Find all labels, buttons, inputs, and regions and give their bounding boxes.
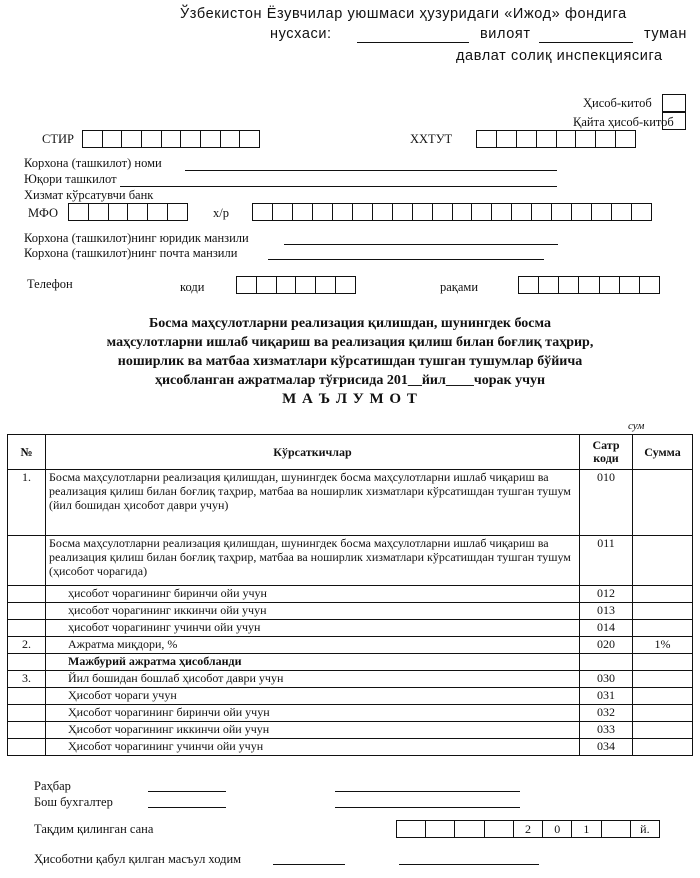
indicators-table (7, 434, 693, 756)
row-sum[interactable] (633, 470, 693, 536)
row-code (580, 654, 633, 671)
phone-code-label: коди (180, 280, 205, 294)
row-sum[interactable] (633, 620, 693, 637)
postal-address-line[interactable] (268, 259, 544, 260)
row-text: ҳисобот чорагининг иккинчи ойи учун (46, 603, 580, 620)
header-code: Сатр коди (580, 435, 633, 470)
xxtut-label: ХХТУТ (410, 132, 453, 146)
row-no (8, 688, 46, 705)
submitted-date-label: Тақдим қилинган сана (34, 822, 154, 836)
phone-code-cells[interactable] (236, 276, 356, 294)
table-row (8, 603, 693, 620)
legal-address-label: Корхона (ташкилот)нинг юридик манзили (24, 231, 249, 245)
header-tax-inspection: давлат солиқ инспекциясига (456, 48, 663, 64)
row-no (8, 586, 46, 603)
row-text: Ҳисобот чорагининг учинчи ойи учун (46, 739, 580, 756)
row-sum[interactable] (633, 705, 693, 722)
row-code: 034 (580, 739, 633, 756)
mfo-label: МФО (28, 206, 59, 220)
row-sum[interactable] (633, 603, 693, 620)
stir-cells[interactable] (82, 130, 260, 148)
row-code: 013 (580, 603, 633, 620)
row-text: Йил бошидан бошлаб ҳисобот даври учун (46, 671, 580, 688)
table-row (8, 586, 693, 603)
stir-label: СТИР (42, 132, 74, 146)
parent-org-label: Юқори ташкилот (24, 172, 117, 186)
org-name-line[interactable] (185, 170, 557, 171)
account-cells[interactable] (252, 203, 652, 221)
accountant-name-line[interactable] (335, 807, 520, 808)
chief-accountant-label: Бош бухгалтер (34, 795, 113, 809)
row-code: 030 (580, 671, 633, 688)
row-sum[interactable]: 1% (633, 637, 693, 654)
row-no: 2. (8, 637, 46, 654)
table-row (8, 637, 693, 654)
bank-label: Хизмат кўрсатувчи банк (24, 188, 154, 202)
row-code: 032 (580, 705, 633, 722)
row-sum[interactable] (633, 586, 693, 603)
row-text: Ажратма миқдори, % (46, 637, 580, 654)
row-text: Мажбурий ажратма ҳисобланди (46, 654, 580, 671)
row-code: 031 (580, 688, 633, 705)
row-text: ҳисобот чорагининг учинчи ойи учун (46, 620, 580, 637)
row-no: 1. (8, 470, 46, 536)
row-sum[interactable] (633, 739, 693, 756)
header-no: № (8, 435, 46, 470)
mfo-cells[interactable] (68, 203, 188, 221)
accounting-checkbox[interactable] (662, 94, 686, 112)
row-text: Ҳисобот чораги учун (46, 688, 580, 705)
table-row (8, 620, 693, 637)
accountant-signature-line[interactable] (148, 807, 226, 808)
postal-address-label: Корхона (ташкилот)нинг почта манзили (24, 246, 238, 260)
table-row (8, 654, 693, 671)
row-code: 020 (580, 637, 633, 654)
receiver-signature-line[interactable] (273, 864, 345, 865)
title-line-4: ҳисобланган ажратмалар тўғрисида 201__йил____чорак учун (154, 373, 546, 388)
row-sum[interactable] (633, 536, 693, 586)
row-text: ҳисобот чорагининг биринчи ойи учун (46, 586, 580, 603)
row-text: Босма маҳсулотларни реализация қилишдан, шунингдек босма маҳсулотларни ишлаб чиқариш ва реализация қилиш билан боғлиқ таҳрир, матбаа ва ноширлик хизматлари кўрсатишдан тушган тушум (йил бошидан ҳисобот даври учун) (46, 470, 580, 536)
date-cells[interactable]: 2 0 1 й. (396, 820, 660, 838)
head-label: Раҳбар (34, 779, 71, 793)
phone-label: Телефон (27, 277, 73, 291)
table-row (8, 536, 693, 586)
receiver-label: Ҳисоботни қабул қилган масъул ходим (34, 852, 242, 866)
receiver-name-line[interactable] (399, 864, 539, 865)
row-sum[interactable] (633, 671, 693, 688)
phone-number-label: рақами (440, 280, 479, 294)
row-code: 010 (580, 470, 633, 536)
phone-number-cells[interactable] (518, 276, 660, 294)
row-sum[interactable] (633, 688, 693, 705)
title-line-3: ноширлик ва матбаа хизматлари кўрсатишдан тушган тушумлар бўйича (117, 354, 583, 369)
row-text: Ҳисобот чорагининг иккинчи ойи учун (46, 722, 580, 739)
table-row (8, 705, 693, 722)
document-title: М А Ъ Л У М О Т (282, 391, 418, 407)
row-code: 014 (580, 620, 633, 637)
accounting-label: Ҳисоб-китоб (583, 96, 652, 110)
row-sum[interactable] (633, 722, 693, 739)
row-no (8, 705, 46, 722)
account-label: х/р (213, 206, 229, 220)
header-region: вилоят (480, 26, 531, 42)
table-row (8, 688, 693, 705)
row-code: 033 (580, 722, 633, 739)
table-row (8, 722, 693, 739)
header-recipient: Ўзбекистон Ёзувчилар уюшмаси ҳузуридаги «Ижод» фондига (180, 6, 627, 22)
header-copy-label: нусхаси: (270, 26, 332, 42)
row-no (8, 603, 46, 620)
head-signature-line[interactable] (148, 791, 226, 792)
table-row (8, 470, 693, 536)
parent-org-line[interactable] (120, 186, 557, 187)
table-row (8, 739, 693, 756)
region-line[interactable] (357, 42, 469, 43)
header-sum: Сумма (633, 435, 693, 470)
title-line-1: Босма маҳсулотларни реализация қилишдан, шунингдек босма (149, 316, 551, 331)
xxtut-cells[interactable] (476, 130, 636, 148)
legal-address-line[interactable] (284, 244, 558, 245)
row-code: 012 (580, 586, 633, 603)
header-district: туман (644, 26, 687, 42)
currency-note: сум (628, 420, 645, 432)
row-no (8, 536, 46, 586)
re-accounting-checkbox[interactable] (662, 112, 686, 130)
row-no (8, 739, 46, 756)
header-indicators: Кўрсаткичлар (46, 435, 580, 470)
row-text: Ҳисобот чорагининг биринчи ойи учун (46, 705, 580, 722)
head-name-line[interactable] (335, 791, 520, 792)
row-no (8, 722, 46, 739)
row-no: 3. (8, 671, 46, 688)
row-no (8, 620, 46, 637)
title-line-2: маҳсулотларни ишлаб чиқариш ва реализация қилиш билан боғлиқ таҳрир, (106, 335, 594, 350)
row-sum[interactable] (633, 654, 693, 671)
district-line[interactable] (539, 42, 633, 43)
org-name-label: Корхона (ташкилот) номи (24, 156, 162, 170)
row-text: Босма маҳсулотларни реализация қилишдан, шунингдек босма маҳсулотларни ишлаб чиқариш ва реализация қилиш билан боғлиқ таҳрир, матбаа ва ноширлик хизматлари кўрсатишдан тушган тушум (ҳисобот чорагида) (46, 536, 580, 586)
re-accounting-label: Қайта ҳисоб-китоб (573, 115, 674, 129)
row-code: 011 (580, 536, 633, 586)
row-no (8, 654, 46, 671)
table-row (8, 671, 693, 688)
